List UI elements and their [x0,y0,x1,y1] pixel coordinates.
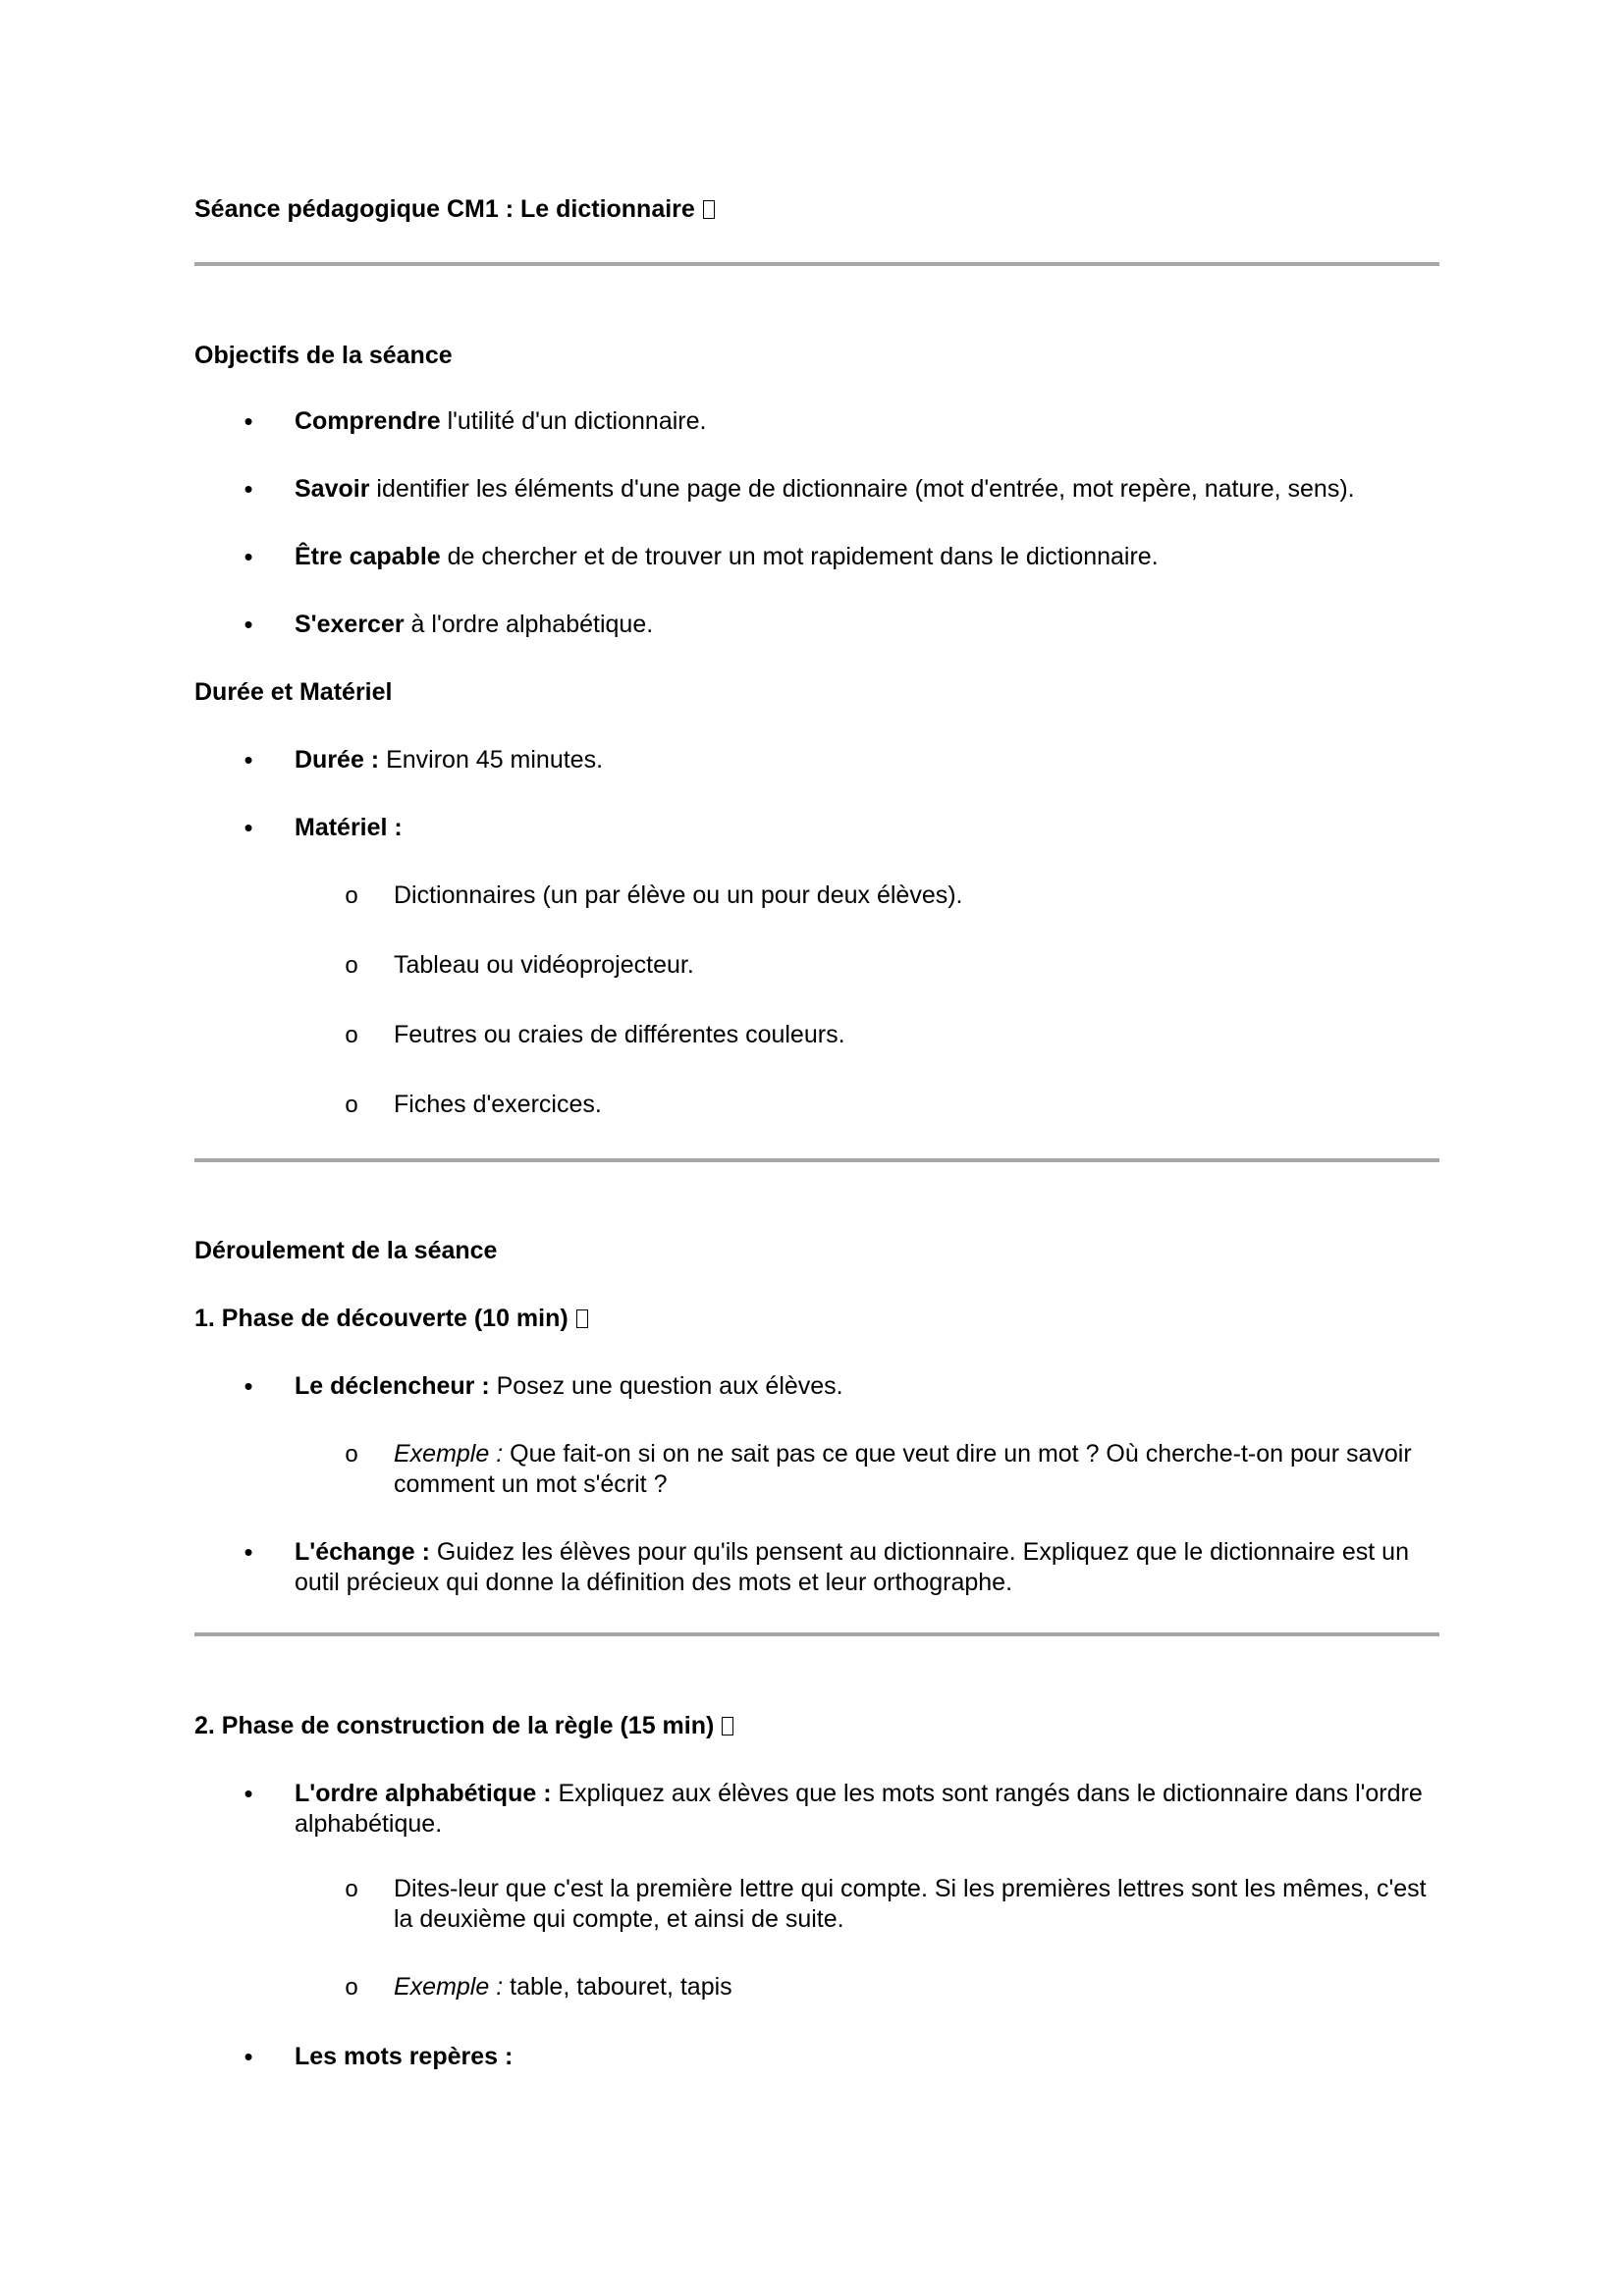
bullet-icon: • [244,474,253,504]
list-item: Fiches d'exercices. [394,1091,602,1118]
missing-glyph-icon [722,1717,733,1735]
keywords-label: Les mots repères : [295,2043,514,2070]
list-item: Feutres ou craies de différentes couleurs. [394,1021,845,1048]
list-item: Être capable de chercher et de trouver un mot rapidement dans le dictionnaire. [295,543,1159,570]
page-title: Séance pédagogique CM1 : Le dictionnaire [194,194,715,225]
bullet-icon: • [244,2042,253,2071]
circle-bullet-icon: o [345,1441,358,1468]
objectives-heading: Objectifs de la séance [194,342,453,369]
list-item: Exemple : table, tabouret, tapis [394,1973,732,2001]
list-item: Tableau ou vidéoprojecteur. [394,951,694,979]
list-item: Dites-leur que c'est la première lettre qui compte. Si les premières lettres sont les mêmes, c'est la deuxième qui compte, et ainsi de suite. [394,1875,1427,1933]
list-item: S'exercer à l'ordre alphabétique. [295,611,654,638]
bullet-icon: • [244,1371,253,1401]
bullet-icon: • [244,745,253,774]
list-item: L'échange : Guidez les élèves pour qu'ils pensent au dictionnaire. Expliquez que le dictionnaire est un outil précieux qui donne la définition des mots et leur orthographe. [295,1538,1409,1596]
list-item: L'ordre alphabétique : Expliquez aux élèves que les mots sont rangés dans le dictionnaire dans l'ordre alphabétique. [295,1780,1423,1838]
divider [194,1632,1439,1636]
circle-bullet-icon: o [345,1092,358,1118]
bullet-icon: • [244,1779,253,1808]
list-item: Le déclencheur : Posez une question aux élèves. [295,1372,843,1400]
list-item: Exemple : Que fait-on si on ne sait pas ce que veut dire un mot ? Où cherche-t-on pour savoir comment un mot s'écrit ? [394,1440,1412,1498]
phase1-title: 1. Phase de découverte (10 min) [194,1304,588,1334]
circle-bullet-icon: o [345,882,358,909]
list-item: Savoir identifier les éléments d'une page de dictionnaire (mot d'entrée, mot repère, nature, sens). [295,475,1355,503]
circle-bullet-icon: o [345,1876,358,1902]
bullet-icon: • [244,813,253,842]
missing-glyph-icon [703,200,715,219]
material-label: Matériel : [295,814,403,841]
progress-heading: Déroulement de la séance [194,1237,498,1264]
bullet-icon: • [244,610,253,639]
divider [194,1158,1439,1162]
bullet-icon: • [244,1537,253,1567]
circle-bullet-icon: o [345,1022,358,1048]
duration-material-heading: Durée et Matériel [194,678,393,706]
list-item: Durée : Environ 45 minutes. [295,746,604,774]
phase2-title: 2. Phase de construction de la règle (15 min) [194,1711,733,1741]
missing-glyph-icon [576,1309,588,1328]
list-item: Dictionnaires (un par élève ou un pour deux élèves). [394,881,963,909]
list-item: Comprendre l'utilité d'un dictionnaire. [295,407,707,435]
bullet-icon: • [244,406,253,436]
divider [194,262,1439,266]
circle-bullet-icon: o [345,1974,358,2001]
bullet-icon: • [244,542,253,571]
circle-bullet-icon: o [345,952,358,979]
